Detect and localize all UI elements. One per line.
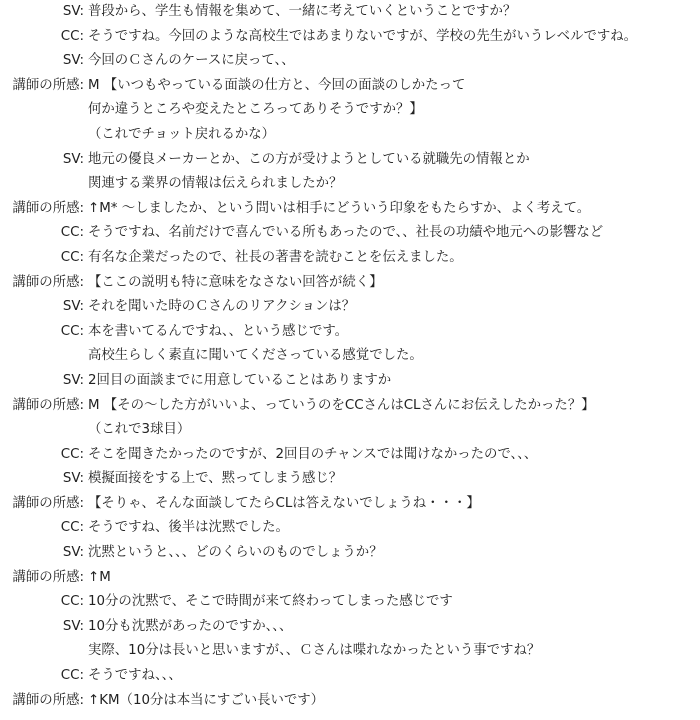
speaker-label: 講師の所感: <box>12 200 84 216</box>
transcript-line <box>0 74 700 99</box>
transcript-continuation-line <box>0 98 700 123</box>
utterance-text: 何か違うところや変えたところってありそうですか？】 <box>88 102 423 118</box>
speaker-label: 講師の所感: <box>12 274 84 290</box>
transcript-continuation-line <box>0 123 700 148</box>
speaker-label: CC: <box>60 446 84 462</box>
utterance-text: 【そりゃ、そんな面談してたらCLは答えないでしょうね・・・】 <box>88 495 480 511</box>
utterance-text: 地元の優良メーカーとか、この方が受けようとしている就職先の情報とか <box>88 151 530 167</box>
transcript-line <box>0 271 700 296</box>
transcript-line <box>0 467 700 492</box>
utterance-text: M 【その～した方がいいよ、っていうのをCCさんはCLさんにお伝えしたかった？】 <box>88 397 595 413</box>
utterance-text: そうですね、名前だけで喜んでいる所もあったので、、社長の功績や地元への影響など <box>88 225 604 241</box>
transcript-line <box>0 590 700 615</box>
utterance-text: 有名な企業だったので、社長の著書を読むことを伝えました。 <box>88 249 463 265</box>
transcript-line <box>0 566 700 591</box>
speaker-label: SV: <box>62 4 84 19</box>
utterance-text: 2回目の面談までに用意していることはありますか <box>88 372 392 388</box>
utterance-text: 本を書いてるんですね、、という感じです。 <box>88 323 349 339</box>
transcript-line <box>0 369 700 394</box>
utterance-text: そうですね、後半は沈黙でした。 <box>88 520 289 536</box>
transcript-line <box>0 615 700 640</box>
speaker-label: 講師の所感: <box>12 569 84 585</box>
utterance-text: （これでチョット戻れるかな） <box>88 126 276 142</box>
utterance-text: ↑M* ～しましたか、という問いは相手にどういう印象をもたらすか、よく考えて。 <box>88 200 591 216</box>
utterance-text: 普段から、学生も情報を集めて、一緒に考えていくということですか？ <box>88 4 517 19</box>
utterance-text: そうですね、、、 <box>88 668 182 684</box>
utterance-text: 高校生らしく素直に聞いてくださっている感覚でした。 <box>88 348 423 364</box>
speaker-label: SV: <box>62 151 84 167</box>
transcript-line <box>0 320 700 345</box>
utterance-text: ↑KM（10分は本当にすごい長いです） <box>88 692 325 708</box>
transcript-line <box>0 664 700 689</box>
speaker-label: CC: <box>60 225 84 241</box>
transcript-line <box>0 0 700 25</box>
speaker-label: CC: <box>60 668 84 684</box>
utterance-text: 実際、10分は長いと思いますが、、Ｃさんは喋れなかったという事ですね？ <box>88 643 541 659</box>
speaker-label: SV: <box>62 299 84 315</box>
transcript-line <box>0 541 700 566</box>
transcript-continuation-line <box>0 418 700 443</box>
speaker-label: 講師の所感: <box>12 692 84 708</box>
speaker-label: CC: <box>60 28 84 44</box>
speaker-label: SV: <box>62 545 84 561</box>
utterance-text: それを聞いた時のＣさんのリアクションは？ <box>88 299 356 315</box>
transcript-continuation-line <box>0 344 700 369</box>
speaker-label: 講師の所感: <box>12 495 84 511</box>
utterance-text: （これで3球目） <box>88 422 191 438</box>
transcript-line <box>0 516 700 541</box>
speaker-label: SV: <box>62 471 84 487</box>
transcript-line <box>0 246 700 271</box>
speaker-label: CC: <box>60 323 84 339</box>
speaker-label: CC: <box>60 520 84 536</box>
speaker-label: SV: <box>62 618 84 634</box>
transcript-continuation-line <box>0 639 700 664</box>
speaker-label: 講師の所感: <box>12 397 84 413</box>
transcript-line <box>0 49 700 74</box>
utterance-text: 10分の沈黙で、そこで時間が来て終わってしまった感じです <box>88 594 453 610</box>
transcript-line <box>0 197 700 222</box>
speaker-label: CC: <box>60 249 84 265</box>
utterance-text: M 【いつもやっている面談の仕方と、今回の面談のしかたって <box>88 77 466 93</box>
utterance-text: 10分も沈黙があったのですか、、、 <box>88 618 293 634</box>
speaker-label: SV: <box>62 53 84 69</box>
transcript-line <box>0 295 700 320</box>
speaker-label: 講師の所感: <box>12 77 84 93</box>
speaker-label: SV: <box>62 372 84 388</box>
transcript-line <box>0 394 700 419</box>
transcript-line <box>0 148 700 173</box>
transcript-line <box>0 689 700 714</box>
utterance-text: 今回のＣさんのケースに戻って、、 <box>88 53 295 69</box>
utterance-text: そうですね。今回のような高校生ではあまりないですが、学校の先生がいうレベルですね。 <box>88 28 638 44</box>
utterance-text: 【ここの説明も特に意味をなさない回答が続く】 <box>88 274 383 290</box>
utterance-text: 沈黙というと、、、どのくらいのものでしょうか？ <box>88 545 383 561</box>
utterance-text: 関連する業界の情報は伝えられましたか？ <box>88 176 343 192</box>
utterance-text: 模擬面接をする上で、黙ってしまう感じ？ <box>88 471 343 487</box>
speaker-label: CC: <box>60 594 84 610</box>
transcript-line <box>0 492 700 517</box>
transcript-line <box>0 443 700 468</box>
transcript-line <box>0 25 700 50</box>
utterance-text: そこを聞きたかったのですが、2回目のチャンスでは聞けなかったので、、、 <box>88 446 538 462</box>
transcript-line <box>0 221 700 246</box>
utterance-text: ↑M <box>88 569 111 585</box>
transcript-continuation-line <box>0 172 700 197</box>
